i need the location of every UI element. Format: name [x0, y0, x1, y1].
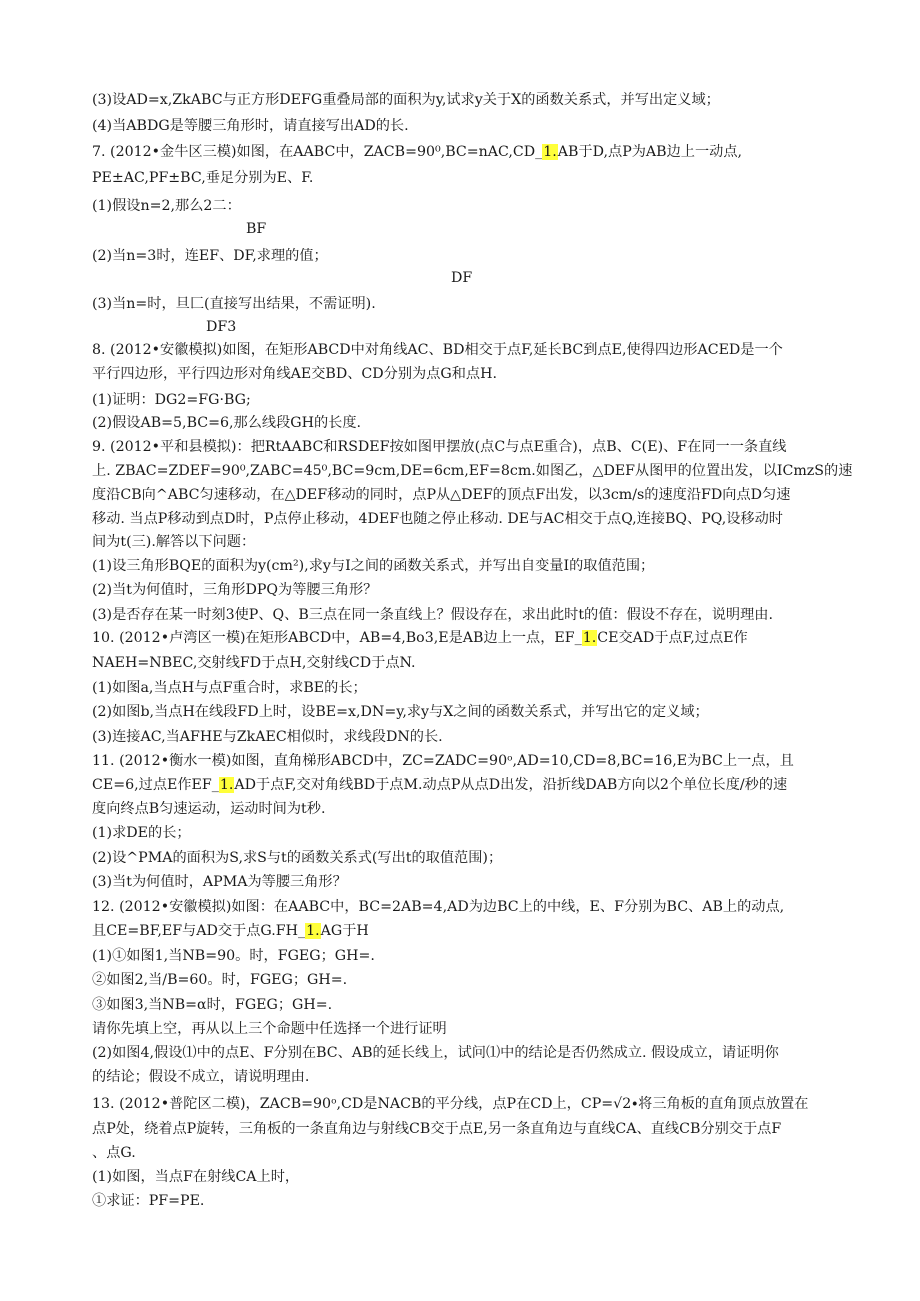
problem-7-fraction-denominator: BF: [246, 221, 267, 237]
text-segment: CE=6,过点E作EF_: [92, 777, 219, 793]
problem-10-part-3: (3)连接AC,当AFHE与ZkAEC相似时，求线段DN的长.: [92, 729, 443, 745]
problem-7-statement: [92, 142, 742, 162]
problem-8-part-1: (1)证明：DG2=FG·BG;: [92, 392, 251, 408]
problem-7-fraction-denominator: DF3: [206, 319, 237, 335]
highlight-mark: 1.: [543, 144, 557, 160]
problem-10-statement: [92, 628, 748, 648]
problem-7-part-3: (3)当n=时，旦匚(直接写出结果，不需证明).: [92, 296, 376, 312]
problem-11-part-1: (1)求DE的长；: [92, 825, 191, 841]
problem-10-part-2: (2)如图b,当点H在线段FD上时，设BE=x,DN=y,求y与X之间的函数关系式，并写出它的定义域；: [92, 704, 709, 720]
problem-12-statement-cont: [92, 921, 369, 941]
problem-12-part-1-a: (1)①如图1,当NB=90。时，FGEG；GH=.: [92, 948, 375, 964]
problem-11-statement: 11. (2012•衡水一模)如图，直角梯形ABCD中，ZC=ZADC=90ᵒ,AD=10,CD=8,BC=16,E为BC上一点，且: [92, 753, 794, 769]
problem-8-statement: 8. (2012•安徽模拟)如图，在矩形ABCD中对角线AC、BD相交于点F,延长BC到点E,使得四边形ACED是一个: [92, 342, 783, 358]
highlight-mark: 1.: [306, 923, 320, 939]
problem-13-statement: 13. (2012•普陀区二模)，ZACB=90ᵒ,CD是NACB的平分线，点P在CD上，CP=√2∙将三角板的直角顶点放置在: [92, 1096, 809, 1112]
problem-11-part-3: (3)当t为何值时，APMA为等腰三角形？: [92, 874, 347, 890]
problem-10-statement-cont: NAEH=NBEC,交射线FD于点H,交射线CD于点N.: [92, 655, 416, 671]
problem-12-statement: 12. (2012•安徽模拟)如图：在AABC中，BC=2AB=4,AD为边BC上的中线，E、F分别为BC、AB上的动点,: [92, 899, 785, 915]
problem-9-part-2: (2)当t为何值时，三角形DPQ为等腰三角形？: [92, 582, 378, 598]
problem-9-part-1: (1)设三角形BQE的面积为y(cm²),求y与I之间的函数关系式，并写出自变量I的取值范围；: [92, 558, 655, 574]
highlight-mark: 1.: [582, 630, 597, 646]
problem-11-statement-cont: [92, 775, 787, 795]
problem-8-part-2: (2)假设AB=5,BC=6,那么线段GH的长度.: [92, 415, 362, 431]
text-segment: 10. (2012•卢湾区一模)在矩形ABCD中，AB=4,Bo3,E是AB边上一点，EF_: [92, 630, 582, 646]
problem-9-statement-cont: 移动. 当点P移动到点D时，P点停止移动，4DEF也随之停止移动. DE与AC相交于点Q,连接BQ、PQ,设移动时: [92, 511, 783, 527]
problem-12-part-2: (2)如图4,假设⑴中的点E、F分别在BC、AB的延长线上，试问⑴中的结论是否仍然成立. 假设成立，请证明你: [92, 1045, 779, 1061]
problem-13-part-1-a: ①求证：PF=PE.: [92, 1193, 205, 1209]
text-segment: CE交AD于点F,过点E作: [597, 630, 748, 646]
problem-12-part-1-b: ②如图2,当∕B=60。时，FGEG；GH=.: [92, 972, 348, 988]
problem-9-part-3: (3)是否存在某一时刻3使P、Q、B三点在同一条直线上？假设存在，求出此时t的值：假设不存在，说明理由.: [92, 607, 774, 623]
problem-11-statement-cont: 度向终点B匀速运动，运动时间为t秒.: [92, 801, 326, 817]
problem-7-fraction-denominator: DF: [451, 270, 473, 286]
problem-12-instruction: 请你先填上空，再从以上三个命题中任选择一个进行证明: [92, 1021, 447, 1037]
problem-9-statement: 9. (2012•平和县模拟)：把RtAABC和RSDEF按如图甲摆放(点C与点E重合)，点B、C(E)、F在同一一条直线: [92, 439, 787, 455]
problem-13-part-1: (1)如图，当点F在射线CA上时，: [92, 1169, 300, 1185]
problem-6-part-4: (4)当ABDG是等腰三角形时，请直接写出AD的长.: [92, 118, 409, 134]
problem-9-statement-cont: 上. ZBAC=ZDEF=90⁰,ZABC=45⁰,BC=9cm,DE=6cm,EF=8cm.如图乙，△DEF从图甲的位置出发，以ICmzS的速: [92, 463, 853, 479]
text-segment: 且CE=BF,EF与AD交于点G.FH_: [92, 923, 306, 939]
problem-7-part-1: (1)假设n=2,那么2二：: [92, 198, 241, 214]
problem-10-part-1: (1)如图a,当点H与点F重合时，求BE的长；: [92, 680, 367, 696]
text-segment: AB于D,点P为AB边上一动点,: [557, 144, 743, 160]
problem-9-statement-cont: 度沿CB向^ABC匀速移动，在△DEF移动的同时，点P从△DEF的顶点F出发，以3cm∕s的速度沿FD向点D匀速: [92, 487, 791, 503]
problem-13-statement-cont: 、点G.: [92, 1145, 136, 1161]
text-segment: AG于H: [320, 923, 369, 939]
problem-13-statement-cont: 点P处，绕着点P旋转，三角板的一条直角边与射线CB交于点E,另一条直角边与直线CA、直线CB分别交于点F: [92, 1121, 782, 1137]
text-segment: 7. (2012•金牛区三模)如图，在AABC中，ZACB=90⁰,BC=nAC,CD_: [92, 144, 543, 160]
problem-7-part-2: (2)当n=3时，连EF、DF,求理的值；: [92, 248, 328, 264]
problem-8-statement-cont: 平行四边形，平行四边形对角线AE交BD、CD分别为点G和点H.: [92, 366, 497, 382]
problem-12-part-1-c: ③如图3,当NB=α时，FGEG；GH=.: [92, 997, 333, 1013]
problem-6-part-3: (3)设AD=x,ZkABC与正方形DEFG重叠局部的面积为y,试求y关于X的函数关系式，并写出定义域；: [92, 92, 720, 108]
text-segment: AD于点F,交对角线BD于点M.动点P从点D出发，沿折线DAB方向以2个单位长度/秒的速: [234, 777, 788, 793]
highlight-mark: 1.: [219, 777, 234, 793]
problem-9-statement-cont: 间为t(三).解答以下问题：: [92, 534, 256, 550]
problem-12-part-2-cont: 的结论；假设不成立，请说明理由.: [92, 1069, 310, 1085]
problem-7-statement-cont: PE±AC,PF±BC,垂足分别为E、F.: [92, 170, 314, 186]
problem-11-part-2: (2)设^PMA的面积为S,求S与t的函数关系式(写出t的取值范围)；: [92, 850, 503, 866]
